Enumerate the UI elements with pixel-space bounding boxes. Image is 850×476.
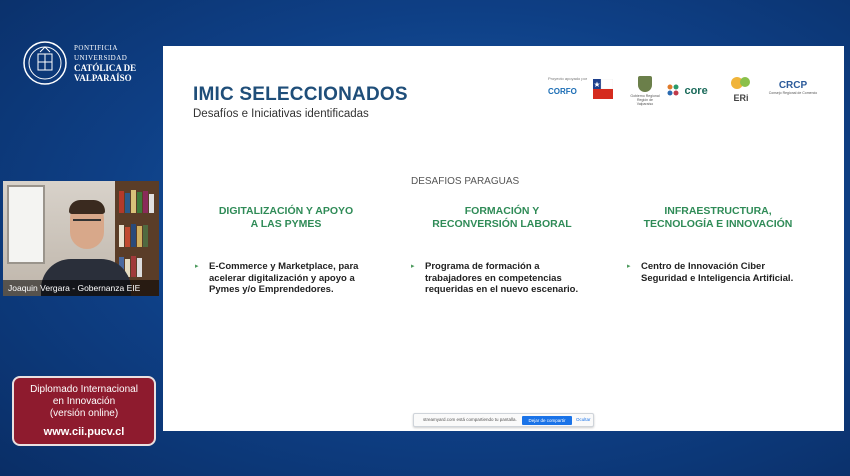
column-heading-line-2: A LAS PYMES <box>250 218 322 230</box>
university-seal-icon <box>22 40 68 86</box>
eri-bubbles-icon <box>730 76 752 90</box>
diploma-line-1: Diplomado Internacional <box>30 384 138 395</box>
regional-emblem-icon <box>638 76 652 92</box>
webcam-person-hair <box>69 200 105 214</box>
crcp-logo <box>763 80 823 95</box>
university-line-1: PONTIFICIA <box>74 44 118 52</box>
eri-logo <box>726 76 756 103</box>
column-heading <box>191 205 381 237</box>
column-heading-line-1: FORMACIÓN Y <box>464 205 540 217</box>
column-heading <box>407 205 597 237</box>
challenge-column-training <box>407 205 597 296</box>
slide-title: IMIC SELECCIONADOS <box>193 84 408 105</box>
hide-share-bar-button[interactable]: Ocultar <box>576 417 591 422</box>
challenge-column-infrastructure <box>623 205 813 284</box>
screen-share-message: streamyard.com está compartiendo tu pantalla. <box>423 417 517 422</box>
bullet-icon: ▸ <box>195 263 199 270</box>
university-line-2: UNIVERSIDAD <box>74 54 128 62</box>
diploma-line-2: en Innovación <box>52 396 116 407</box>
crcp-subtitle: Consejo Regional de Comercio <box>768 91 818 95</box>
initiative-text: Programa de formación a trabajadores en competencias requeridas en el nuevo escenario. <box>425 261 579 295</box>
initiative-text: E-Commerce y Marketplace, para acelerar digitalización y apoyo a Pymes y/o Emprendedores. <box>209 261 359 295</box>
initiative-text: Centro de Innovación Ciber Seguridad e Inteligencia Artificial. <box>641 261 794 284</box>
core-dots-icon <box>666 83 680 97</box>
column-heading-line-2: RECONVERSIÓN LABORAL <box>432 218 572 230</box>
core-logo <box>666 81 721 99</box>
bullet-icon: ▸ <box>627 263 631 270</box>
column-heading-line-1: DIGITALIZACIÓN Y APOYO <box>218 205 354 217</box>
webcam-person-glasses <box>73 219 101 227</box>
slide-subtitle: Desafíos e Iniciativas identificadas <box>193 108 369 120</box>
corfo-name: CORFO <box>548 87 577 96</box>
university-logo <box>22 32 152 94</box>
screen-share-bar <box>413 413 594 427</box>
corfo-caption: Proyecto apoyado por <box>548 76 588 81</box>
chile-government-icon <box>593 79 613 99</box>
stop-sharing-button[interactable]: Dejar de compartir <box>522 416 572 425</box>
corfo-logo <box>548 76 590 96</box>
regional-government-text: Gobierno Regional Región de Valparaíso <box>630 94 660 106</box>
university-line-3: CATÓLICA DE <box>74 63 137 73</box>
webcam-window <box>7 185 45 264</box>
shared-slide <box>163 46 844 431</box>
section-heading: DESAFIOS PARAGUAS <box>411 176 520 187</box>
webcam-tile <box>3 181 159 296</box>
column-heading-line-2: TECNOLOGÍA E INNOVACIÓN <box>643 218 793 230</box>
eri-text: ERi <box>733 93 749 103</box>
diploma-line-3: (versión online) <box>49 408 119 419</box>
sponsor-logos <box>548 76 838 116</box>
diploma-url: www.cii.pucv.cl <box>43 426 125 438</box>
column-heading <box>623 205 813 237</box>
bullet-icon: ▸ <box>411 263 415 270</box>
core-text: core <box>684 85 708 97</box>
university-name <box>74 43 136 83</box>
column-heading-line-1: INFRAESTRUCTURA, <box>664 205 772 217</box>
participant-name: Joaquin Vergara - Gobernanza EIE <box>3 280 159 296</box>
crcp-text: CRCP <box>778 80 808 91</box>
initiative-item <box>191 261 381 296</box>
challenge-column-digitalization <box>191 205 381 296</box>
regional-government-logo <box>630 76 660 106</box>
initiative-item <box>407 261 597 296</box>
initiative-item <box>623 261 813 284</box>
diploma-banner <box>12 376 156 446</box>
university-line-4: VALPARAÍSO <box>74 73 132 83</box>
